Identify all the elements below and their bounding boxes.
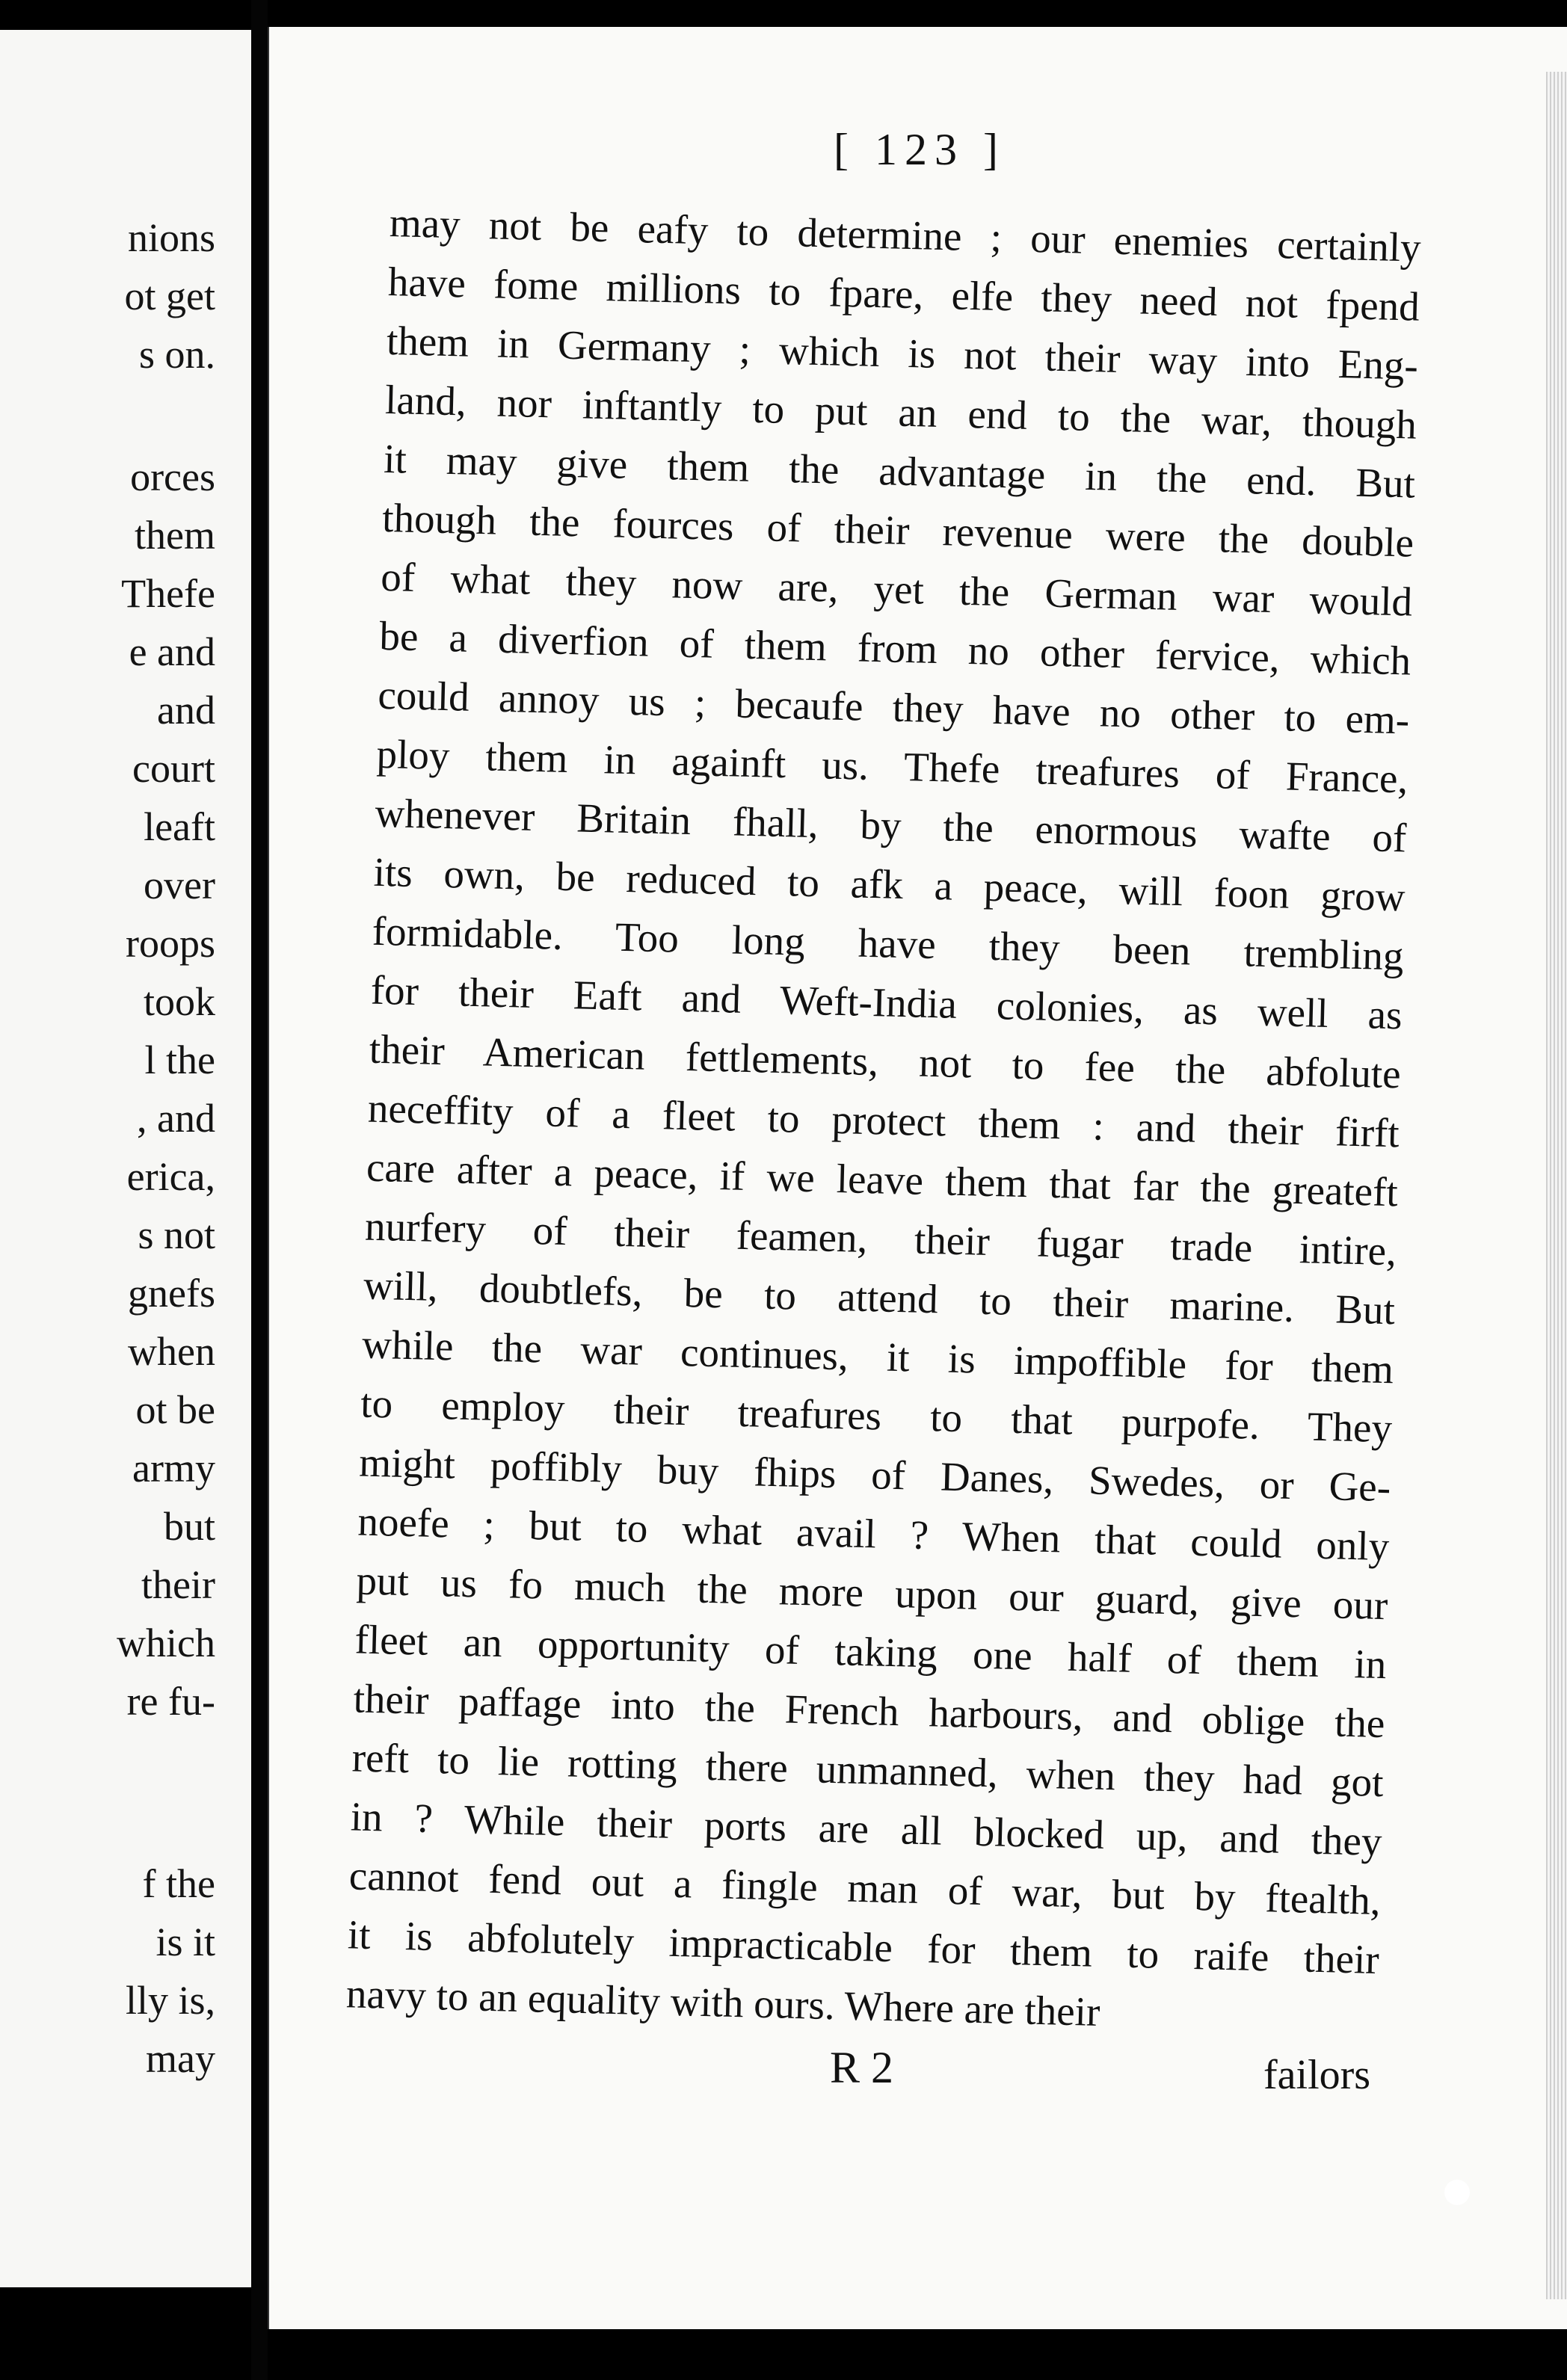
- left-line: e and: [129, 629, 215, 674]
- text-line: its own, be reduced to afk a peace, will foon grow: [373, 848, 1406, 920]
- text-line: cannot fend out a fingle man of war, but by ftealth,: [348, 1852, 1382, 1924]
- text-line: though the fources of their revenue were the double: [381, 494, 1414, 566]
- left-line: their: [141, 1562, 215, 1607]
- left-line: s not: [138, 1212, 215, 1257]
- left-line: which: [117, 1621, 215, 1665]
- text-line: in ? While their ports are all blocked up, and they: [350, 1793, 1383, 1865]
- left-line: them: [135, 513, 215, 558]
- left-line: may: [146, 2036, 215, 2081]
- left-line: but: [163, 1504, 215, 1549]
- text-line: reft to lie rotting there unmanned, when they had got: [351, 1734, 1385, 1806]
- left-line: erica,: [126, 1154, 215, 1199]
- signature-mark: R 2: [830, 2043, 894, 2092]
- left-line: roops: [126, 921, 215, 966]
- text-line: will, doubtlefs, be to attend to their marine. But: [363, 1262, 1396, 1334]
- text-line: their paffage into the French harbours, and oblige the: [353, 1675, 1386, 1747]
- text-line: for their Eaft and Weft-India colonies, as well as: [370, 967, 1403, 1038]
- text-line: it may give them the advantage in the end. But: [383, 435, 1416, 507]
- text-line: fleet an opportunity of taking one half of them in: [354, 1616, 1388, 1688]
- left-line: nions: [127, 215, 215, 260]
- left-line: , and: [137, 1096, 215, 1141]
- text-line: it is abfolutely impracticable for them to raife their: [347, 1911, 1380, 1983]
- text-line: be a diverfion of them from no other fervice, which: [378, 612, 1411, 684]
- text-line: could annoy us ; becaufe they have no other to em-: [377, 671, 1410, 743]
- text-line: neceffity of a fleet to protect them : and their firft: [367, 1085, 1400, 1156]
- left-line: lly is,: [125, 1978, 215, 2023]
- body-text: [345, 193, 1421, 2048]
- text-line: them in Germany ; which is not their way into Eng-: [386, 317, 1419, 389]
- left-line: when: [128, 1329, 215, 1374]
- text-line: noefe ; but to what avail ? When that could only: [357, 1498, 1390, 1570]
- text-line: their American fettlements, not to fee the abfolute: [369, 1026, 1402, 1097]
- left-line: took: [143, 979, 215, 1024]
- left-line: over: [144, 863, 215, 907]
- left-line: ot get: [124, 274, 215, 318]
- text-line: of what they now are, yet the German war would: [380, 553, 1413, 625]
- binding-gutter: [251, 0, 268, 2380]
- left-line: court: [132, 746, 215, 791]
- right-page: [268, 27, 1567, 2329]
- running-head: [ 123 ]: [834, 125, 1006, 174]
- left-line: army: [132, 1446, 215, 1490]
- left-line: l the: [144, 1038, 215, 1082]
- left-line: ot be: [135, 1387, 215, 1432]
- text-line: while the war continues, it is impoffible for them: [361, 1321, 1394, 1393]
- paper-fleck: [1444, 2180, 1470, 2205]
- left-line: f the: [142, 1861, 215, 1906]
- text-line: put us fo much the more upon our guard, give our: [355, 1557, 1388, 1629]
- text-line: might poffibly buy fhips of Danes, Swedes, or Ge-: [358, 1439, 1391, 1511]
- left-line: gnefs: [128, 1271, 215, 1316]
- text-line: formidable. Too long have they been trembling: [372, 907, 1405, 979]
- left-line: Thefe: [121, 571, 215, 616]
- text-line: whenever Britain fhall, by the enormous wafte of: [374, 789, 1408, 861]
- left-line: orces: [130, 454, 215, 499]
- text-line: have fome millions to fpare, elfe they need not fpend: [387, 258, 1420, 330]
- left-line: s on.: [138, 332, 215, 377]
- text-line: nurfery of their feamen, their fugar trade intire,: [364, 1203, 1397, 1274]
- text-line: ploy them in againft us. Thefe treafures of France,: [375, 730, 1409, 802]
- text-line: land, nor inftantly to put an end to the war, though: [384, 376, 1417, 448]
- left-line: and: [157, 688, 215, 733]
- text-line: to employ their treafures to that purpofe. They: [360, 1380, 1393, 1452]
- left-line: is it: [156, 1920, 215, 1964]
- text-line: may not be eafy to determine ; our enemies certainly: [389, 199, 1422, 271]
- text-line: navy to an equality with ours. Where are their: [345, 1970, 1101, 2035]
- left-line: re fu-: [126, 1679, 215, 1724]
- left-page: [0, 30, 253, 2287]
- left-line: leaft: [144, 804, 215, 849]
- catchword: failors: [1263, 2052, 1371, 2098]
- text-line: care after a peace, if we leave them that far the greateft: [366, 1144, 1399, 1215]
- page-edges: [1546, 72, 1567, 2299]
